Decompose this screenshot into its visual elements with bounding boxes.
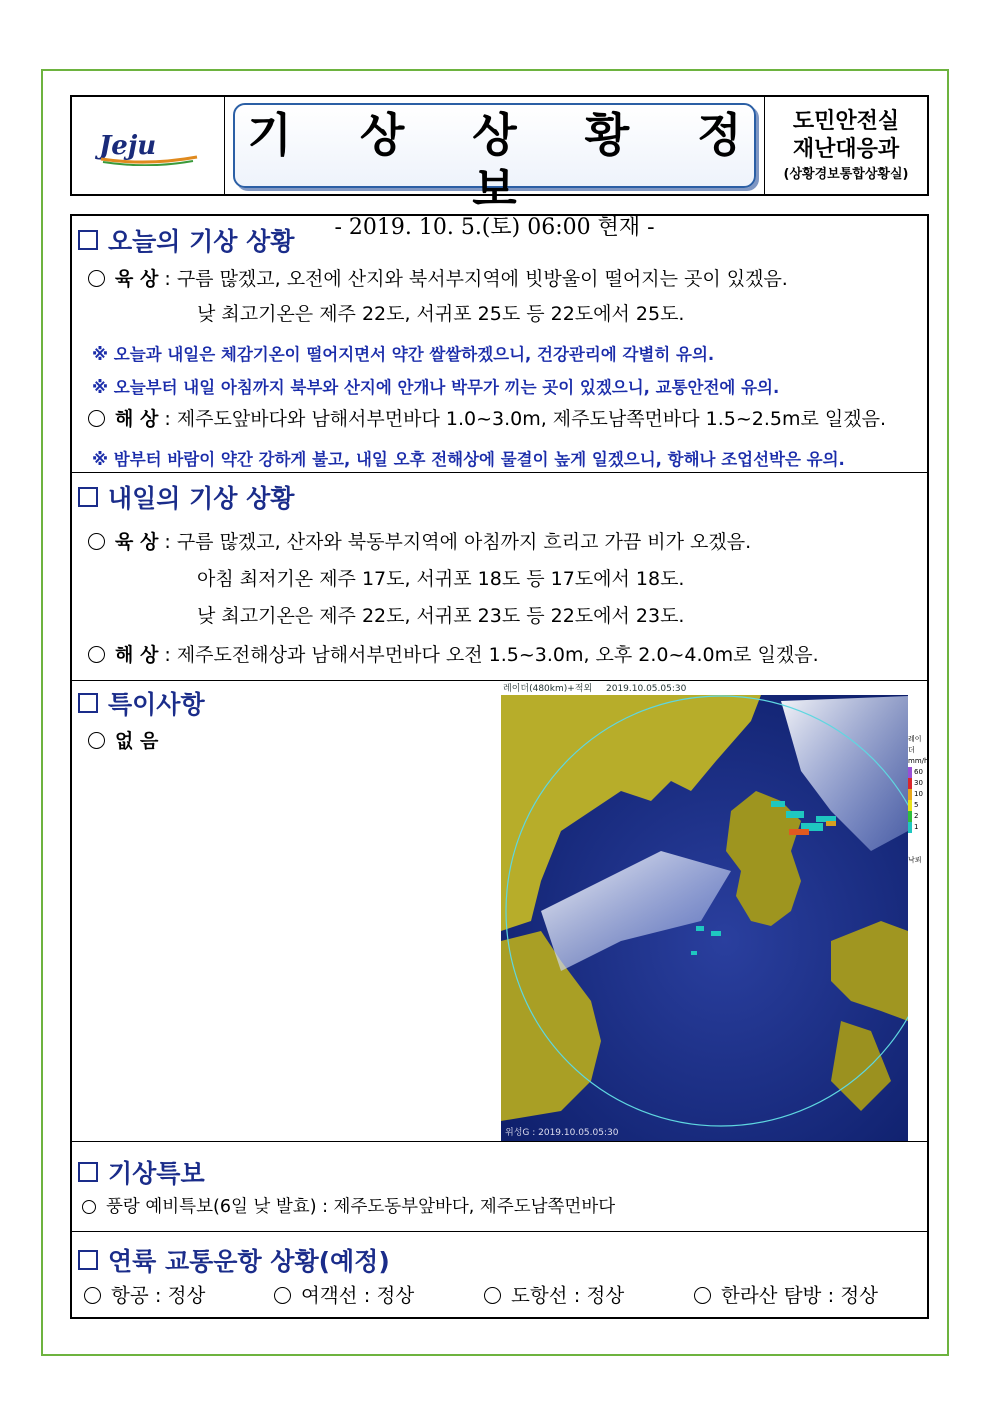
- circle-icon: [88, 270, 105, 287]
- tomorrow-land-line2: 아침 최저기온 제주 17도, 서귀포 18도 등 17도에서 18도.: [197, 568, 685, 590]
- department: [764, 97, 927, 194]
- special-heading: 특이사항: [78, 685, 205, 721]
- today-note3: ※ 밤부터 바람이 약간 강하게 불고, 내일 오후 전해상에 물결이 높게 일겠으니, 항해나 조업선박은 유의.: [92, 450, 845, 469]
- legend-lightning: 낙뢰: [908, 856, 922, 864]
- traffic-item-hallasan: 한라산 탐방 : 정상: [694, 1284, 878, 1308]
- circle-icon: [88, 646, 105, 663]
- section-warning: [72, 1142, 927, 1232]
- today-note2: ※ 오늘부터 내일 아침까지 북부와 산지에 안개나 박무가 끼는 곳이 있겠으니, 교통안전에 유의.: [92, 378, 780, 397]
- today-land-line1: 육 상 : 구름 많겠고, 오전에 산지와 북서부지역에 빗방울이 떨어지는 곳이 있겠음.: [88, 267, 788, 291]
- legend-value: 10: [908, 789, 928, 800]
- tomorrow-sea-line: 해 상 : 제주도전해상과 남해서부먼바다 오전 1.5~3.0m, 오후 2.0~4.0m로 일겠음.: [88, 643, 819, 667]
- tomorrow-heading: 내일의 기상 상황: [78, 479, 294, 515]
- circle-icon: [82, 1200, 96, 1214]
- radar-caption: 레이더(480km)+적외: [503, 684, 593, 694]
- circle-icon: [88, 732, 105, 749]
- circle-icon: [274, 1287, 291, 1304]
- traffic-heading: 연륙 교통운항 상황(예정): [78, 1242, 390, 1278]
- circle-icon: [694, 1287, 711, 1304]
- section-traffic: [72, 1232, 927, 1319]
- today-heading: 오늘의 기상 상황: [78, 222, 294, 258]
- dept-line3: (상황경보통합상황실): [783, 166, 909, 182]
- legend-value: 60: [908, 767, 928, 778]
- checkbox-icon: [78, 230, 98, 250]
- legend-value: 2: [908, 811, 928, 822]
- checkbox-icon: [78, 487, 98, 507]
- report-header: [70, 95, 929, 240]
- section-today: [72, 216, 927, 473]
- special-item: 없 음: [88, 729, 158, 753]
- section-tomorrow: [72, 473, 927, 681]
- today-land-line2: 낮 최고기온은 제주 22도, 서귀포 25도 등 22도에서 25도.: [197, 303, 685, 325]
- title-box: [233, 103, 768, 240]
- tomorrow-land-line3: 낮 최고기온은 제주 22도, 서귀포 23도 등 22도에서 23도.: [197, 605, 685, 627]
- warning-heading: 기상특보: [78, 1154, 205, 1190]
- traffic-item-air: 항공 : 정상: [84, 1284, 274, 1308]
- radar-satellite-image: [501, 681, 908, 1141]
- legend-title: 레이더: [908, 735, 922, 754]
- today-sea-line: 해 상 : 제주도앞바다와 남해서부먼바다 1.0~3.0m, 제주도남쪽먼바다 1.5~2.5m로 일겠음.: [88, 407, 886, 431]
- legend-value: 1: [908, 822, 928, 833]
- radar-legend: [908, 734, 928, 866]
- traffic-item-ferry: 여객선 : 정상: [274, 1284, 484, 1308]
- warning-item: 풍랑 예비특보(6일 낮 발효) : 제주도동부앞바다, 제주도남쪽먼바다: [82, 1195, 615, 1219]
- checkbox-icon: [78, 1250, 98, 1270]
- circle-icon: [88, 410, 105, 427]
- traffic-items: [84, 1284, 878, 1308]
- report-date: - 2019. 10. 5.(토) 06:00 현재 -: [334, 215, 655, 240]
- report-table: [70, 214, 929, 1319]
- legend-value: 5: [908, 800, 928, 811]
- tomorrow-land-line1: 육 상 : 구름 많겠고, 산자와 북동부지역에 아침까지 흐리고 가끔 비가 오겠음.: [88, 530, 751, 554]
- checkbox-icon: [78, 693, 98, 713]
- logo-text: Jeju: [99, 130, 157, 161]
- jeju-logo: [72, 97, 225, 194]
- radar-timestamp: 2019.10.05.05:30: [606, 684, 687, 694]
- legend-value: 30: [908, 778, 928, 789]
- today-note1: ※ 오늘과 내일은 체감기온이 떨어지면서 약간 쌀쌀하겠으니, 건강관리에 각별히 유의.: [92, 345, 715, 364]
- report-title: 기 상 상 황 정 보: [247, 108, 768, 216]
- circle-icon: [484, 1287, 501, 1304]
- legend-unit: mm/h: [908, 757, 929, 765]
- dept-line1: 도민안전실: [792, 108, 900, 134]
- dept-line2: 재난대응과: [792, 136, 900, 162]
- satellite-caption: 위성G : 2019.10.05.05:30: [505, 1128, 619, 1138]
- checkbox-icon: [78, 1162, 98, 1182]
- traffic-item-island-ferry: 도항선 : 정상: [484, 1284, 694, 1308]
- circle-icon: [84, 1287, 101, 1304]
- circle-icon: [88, 533, 105, 550]
